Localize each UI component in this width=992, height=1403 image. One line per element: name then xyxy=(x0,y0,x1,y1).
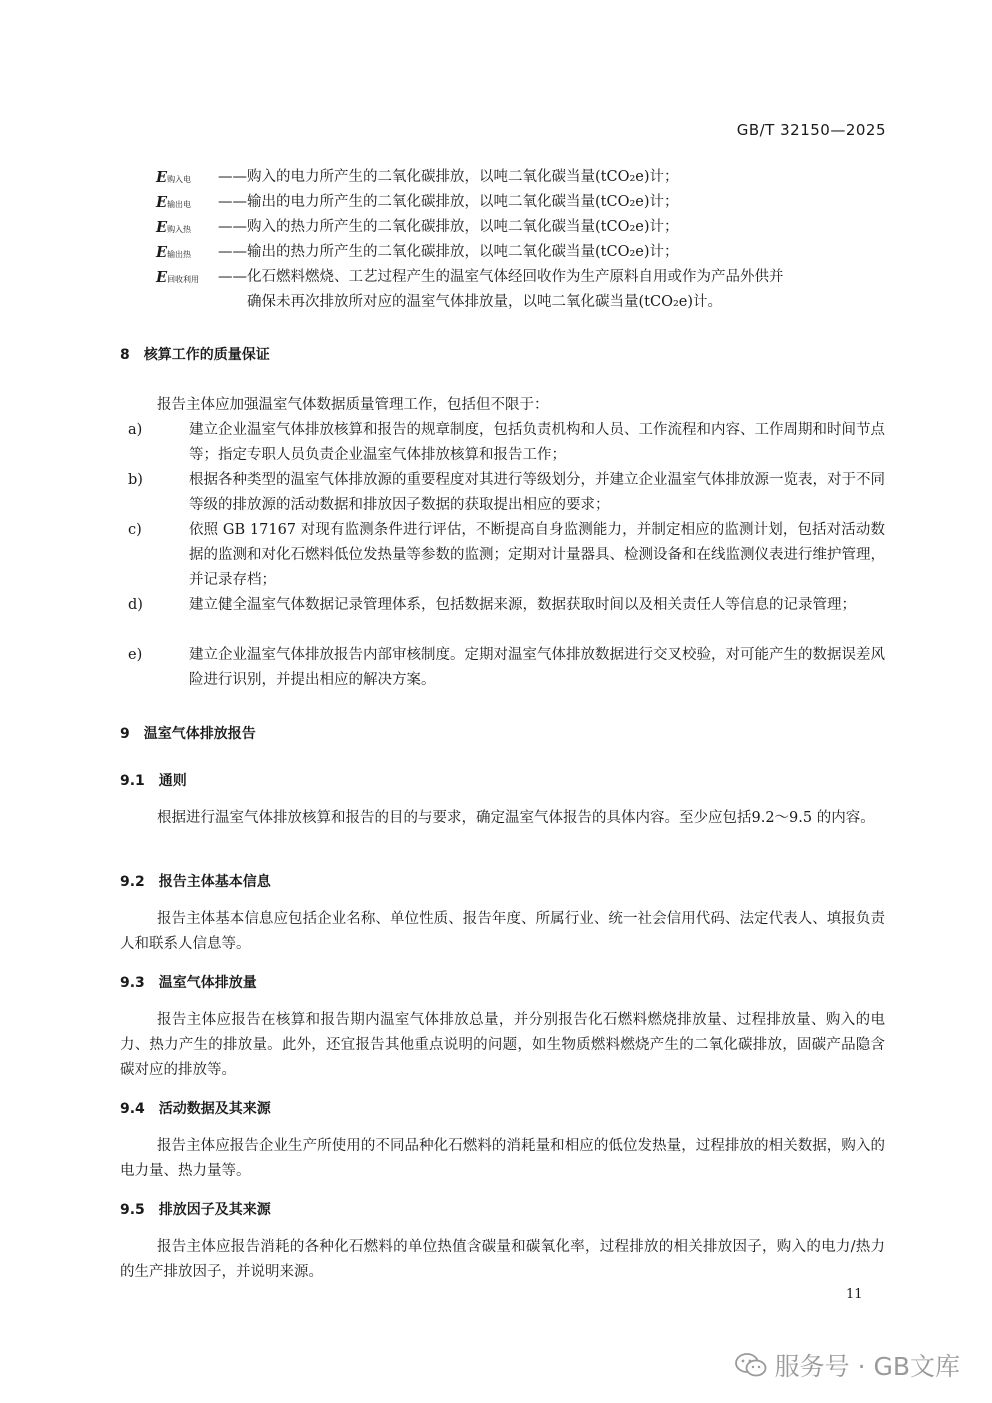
list-item-label: c) xyxy=(128,522,142,538)
list-item-label: d) xyxy=(128,597,143,613)
symbol-definition-text: ——购入的热力所产生的二氧化碳排放，以吨二氧化碳当量(tCO₂e)计； xyxy=(218,219,679,235)
watermark xyxy=(735,1347,960,1383)
symbol-definition-continuation: 确保未再次排放所对应的温室气体排放量，以吨二氧化碳当量(tCO₂e)计。 xyxy=(247,294,723,310)
symbol-definition-text: ——化石燃料燃烧、工艺过程产生的温室气体经回收作为生产原料自用或作为产品外供并 xyxy=(218,269,784,285)
section-9-5-heading: 9.5 排放因子及其来源 xyxy=(120,1202,271,1218)
section-9-4-text: 报告主体应报告企业生产所使用的不同品种化石燃料的消耗量和相应的低位发热量，过程排放的相关数据，购入的电力量、热力量等。 xyxy=(120,1138,885,1179)
standard-number-header: GB/T 32150—2025 xyxy=(736,121,886,139)
watermark-text: 服务号 · GB文库 xyxy=(774,1352,960,1381)
symbol-definition-text: ——购入的电力所产生的二氧化碳排放，以吨二氧化碳当量(tCO₂e)计； xyxy=(218,169,679,185)
list-item-text: 依照 GB 17167 对现有监测条件进行评估，不断提高自身监测能力，并制定相应的监测计划，包括对活动数据的监测和对化石燃料低位发热量等参数的监测；定期对计量器具、检测设备和在线监测仪表进行维护管理，并记录存档； xyxy=(189,522,885,588)
section-9-5-text: 报告主体应报告消耗的各种化石燃料的单位热值含碳量和碳氧化率，过程排放的相关排放因子，购入的电力/热力的生产排放因子，并说明来源。 xyxy=(120,1239,885,1280)
list-item xyxy=(120,418,885,468)
list-item-label: b) xyxy=(128,472,143,488)
list-item xyxy=(120,593,885,618)
list-item-text: 根据各种类型的温室气体排放源的重要程度对其进行等级划分，并建立企业温室气体排放源一览表，对于不同等级的排放源的活动数据和排放因子数据的获取提出相应的要求； xyxy=(189,472,885,513)
section-8-heading: 8 核算工作的质量保证 xyxy=(120,347,270,363)
list-item-text: 建立健全温室气体数据记录管理体系，包括数据来源，数据获取时间以及相关责任人等信息的记录管理； xyxy=(189,597,856,613)
section-9-4-heading: 9.4 活动数据及其来源 xyxy=(120,1101,271,1117)
section-9-heading: 9 温室气体排放报告 xyxy=(120,726,256,742)
list-item-label: a) xyxy=(128,422,143,438)
section-9-3-text: 报告主体应报告在核算和报告期内温室气体排放总量，并分别报告化石燃料燃烧排放量、过程排放量、购入的电力、热力产生的排放量。此外，还宜报告其他重点说明的问题，如生物质燃料燃烧产生的二氧化碳排放，固碳产品隐含碳对应的排放等。 xyxy=(120,1012,885,1078)
list-item-label: e) xyxy=(128,647,143,663)
list-item xyxy=(120,643,885,693)
symbol-definition-text: ——输出的电力所产生的二氧化碳排放，以吨二氧化碳当量(tCO₂e)计； xyxy=(218,194,679,210)
section-9-2-heading: 9.2 报告主体基本信息 xyxy=(120,874,271,890)
section-9-1-text: 根据进行温室气体排放核算和报告的目的与要求，确定温室气体报告的具体内容。至少应包括9.2～9.5 的内容。 xyxy=(157,810,875,826)
section-9-2-text: 报告主体基本信息应包括企业名称、单位性质、报告年度、所属行业、统一社会信用代码、法定代表人、填报负责人和联系人信息等。 xyxy=(120,911,885,952)
list-item xyxy=(120,518,885,593)
list-item-text: 建立企业温室气体排放报告内部审核制度。定期对温室气体排放数据进行交叉校验，对可能产生的数据误差风险进行识别，并提出相应的解决方案。 xyxy=(189,647,885,688)
wechat-icon xyxy=(735,1352,767,1378)
symbol-e-exported-heat: E输出热 xyxy=(156,244,192,261)
section-9-3-heading: 9.3 温室气体排放量 xyxy=(120,975,257,991)
section-9-1-heading: 9.1 通则 xyxy=(120,773,187,789)
section-8-intro: 报告主体应加强温室气体数据质量管理工作，包括但不限于： xyxy=(157,397,549,413)
symbol-definition-text: ——输出的热力所产生的二氧化碳排放，以吨二氧化碳当量(tCO₂e)计； xyxy=(218,244,679,260)
symbol-e-purchased-heat: E购入热 xyxy=(156,219,192,236)
page-number: 11 xyxy=(846,1287,863,1302)
symbol-e-exported-electricity: E输出电 xyxy=(156,194,192,211)
list-item-text: 建立企业温室气体排放核算和报告的规章制度，包括负责机构和人员、工作流程和内容、工作周期和时间节点等；指定专职人员负责企业温室气体排放核算和报告工作； xyxy=(189,422,885,463)
symbol-e-recovered: E回收利用 xyxy=(156,269,200,286)
symbol-e-purchased-electricity: E购入电 xyxy=(156,169,192,186)
list-item xyxy=(120,468,885,518)
